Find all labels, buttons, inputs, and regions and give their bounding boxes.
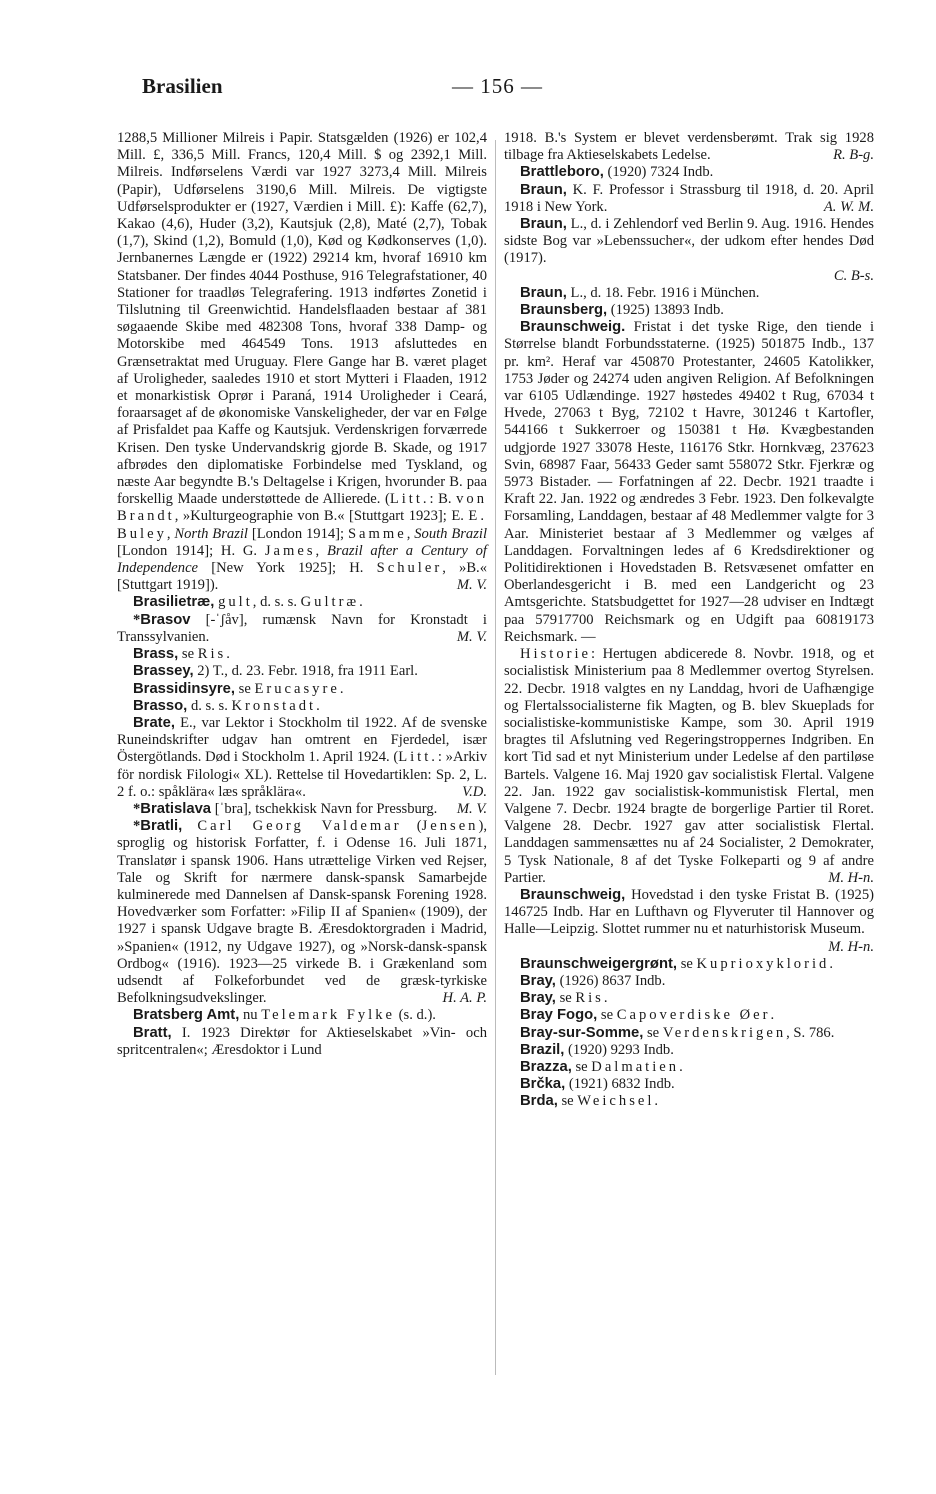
entry-brattleboro [504,164,874,181]
text-run: . [339,680,344,697]
entry-brass [117,646,487,663]
entry-brate [117,715,487,801]
text-run: Schuler [376,560,443,577]
entry-bratli [117,818,487,1007]
right-column [504,130,874,1111]
text-run: 2) T., d. 23. Febr. 1918, fra 1911 Earl. [193,663,418,680]
text-run: gult [218,594,253,611]
headword: Braunschweig, [520,886,626,903]
headword: Bray, [520,972,556,989]
author-signature: R. B-g. [833,147,874,164]
headword: Bratislava [140,800,212,817]
text-run: se [235,680,255,697]
entry-brda [504,1093,874,1110]
headword: Braunschweigergrønt, [520,955,678,972]
text-run: James [264,542,316,559]
text-run: , »Kulturgeographie von B.« [Stuttgart 1923]; E. [174,508,469,525]
headword: Brattleboro, [520,164,604,181]
headword: Brasov [140,611,191,628]
headword: Brass, [133,646,179,663]
text-run: Kuprioxyklorid [696,955,830,972]
headword: Bray-sur-Somme, [520,1024,644,1041]
entry-braun-kf [504,182,874,216]
star-marker: * [133,818,141,835]
text-run: nu [239,1007,262,1024]
text-run: (1921) 6832 Indb. [565,1076,675,1093]
author-signature: C. B-s. [833,267,874,284]
text-run: . [316,697,320,714]
text-run: E. Buley [117,508,487,542]
text-run: se [597,1007,617,1024]
text-run: Erucasyre [254,680,340,697]
text-run: . [359,594,363,611]
headword: Bratsberg Amt, [133,1007,240,1024]
text-run: [New York 1925]; H. [198,560,377,577]
text-run: se [178,646,198,663]
author-signature: M. V. [456,800,487,817]
headword: Brazil, [520,1041,565,1058]
text-run: , [315,542,327,559]
text-run: Gultræ [300,594,360,611]
entry-brasilien-continued [117,130,487,594]
headword: Bratt, [133,1024,172,1041]
star-marker: * [133,611,141,628]
text-run: North Brazil [174,525,248,542]
author-signature: H. A. P. [442,990,487,1007]
text-run: 1288,5 Millioner Milreis i Papir. Statsgælden (1926) er 102,4 Mill. £, 336,5 Mill. Francs, 120,4 Mill. $ og 2392,1 Mill. Milreis. Indførselens Værdi var 1927 3273,4 Mill. Milreis (Papir), Udførselens 3190,6 Mill. Milreis. De vigtigste Udførselsprodukter er (1927, Værdien i Mill. £): Kaffe (62,7), Kakao (4,6), Huder (3,2), Kautsjuk (2,8), Maté (2,7), Tobak (1,7), Skind (1,2), Bomuld (1,0), Kød og Kødkonserves (1,0). Jernbanernes Længde er (1922) 29214 km, hvoraf 16910 km Statsbaner. Der findes 4044 Posthuse, 916 Telegrafstationer, 40 Stationer for traadløs Telegrafering. 1913 indførtes Zonetid i Tilslutning til Greenwichtid. Handelsflaaden bestaar af 381 søgaaende Skibe med 482308 Tons, hvoraf 338 Damp- og Motorskibe med 464549 Tons. 1913 afsluttedes en Grænsetraktat med Uruguay. Flere Gange har B. været plaget af Uroligheder, saaledes 1910 et stort Mytteri i Flaaden, 1912 et monarkistisk Oprør i Paraná, 1914 Uroligheder i Ceará, foraarsaget af de økonomiske Vanskeligheder, der var en Følge af Prisfaldet paa Kaffe og Kautsjuk. Verdenskrigen forværrede Krisen. Den tyske Undervandskrig gjorde B. Skade, og 1917 afbrødes den diplomatiske Forbindelse med Tyskland, og næste Aar begyndte B.'s Deltagelse i Krigen, hvorunder B. paa forskellig Maade understøttede de Allierede. ( [117,130,487,508]
text-run: : B. [429,491,457,508]
entry-braunschweig-state [504,319,874,646]
text-run: Carl Georg Valdemar [197,818,402,835]
text-run: [London 1914]; H. G. [117,542,265,559]
text-run: von Brandt [117,491,487,525]
headword: Brassidinsyre, [133,680,235,697]
entry-brcka [504,1076,874,1093]
text-run: , [406,525,415,542]
headword: Bray Fogo, [520,1007,598,1024]
text-run: , S. 786. [786,1024,835,1041]
entry-brassidinsyre [117,681,487,698]
text-run: , d. s. s. [252,594,301,611]
text-run: se [677,955,697,972]
entry-bray-fogo [504,1007,874,1024]
headword: Braun, [520,216,567,233]
text-run: . [226,646,230,663]
entry-brasov [117,612,487,646]
author-signature: M. V. [456,577,487,594]
headword: Brčka, [520,1076,566,1093]
headword: Brasilietræ, [133,594,215,611]
column-divider [495,140,496,1375]
entry-bray-2 [504,990,874,1007]
headword: Bratli, [140,818,183,835]
entry-bray-1 [504,973,874,990]
entry-brazil [504,1042,874,1059]
text-run: (s. d.). [395,1007,436,1024]
text-run: [ˈbra], tschekkisk Navn for Pressburg. [211,800,438,817]
text-run: . [770,1007,775,1024]
text-run: se [557,1093,578,1110]
entry-brasilietrae [117,594,487,611]
text-run: Fristat i det tyske Rige, den tiende i Størrelse blandt Forbundsstaterne. (1925) 501875 Indb., 137 pr. km². Heraf var 450870 Protestanter, 24605 Katolikker, 1753 Jøder og 24274 uden angiven Religion. Af Befolkningen var 6105 Udlændinge. 1927 høstedes 49402 t Rug, 67034 t Hvede, 27063 t Byg, 72102 t Havre, 301246 t Kartofler, 544166 t Sukkerroer og 150381 t Hø. Kvægbestanden udgjorde 1927 33078 Heste, 116176 Stkr. Hornkvæg, 237623 Svin, 68987 Faar, 56433 Geder samt 558072 Stkr. Fjerkræ og 5973 Bistader. — Forfatningen af 22. Decbr. 1921 traadte i Kraft 22. Jan. 1922 og ændredes 3 Febr. 1923. Den folkevalgte Forsamling, Landdagen, bestaar af 48 Medlemmer valgte for 3 Aar. Ministeriet bestaar af 3 Medlemmer og vælges af Landdagen. Forvaltningen ledes af 6 Kredsdirektioner og Politidirektionen i Hovedstaden B. Retsvæsenet omfatter en Oberlandesgericht i B. med een Landgericht og 23 Amtsgerichte. Statsbudgettet for 1927—28 udviser en Indtægt paa 57917700 Reichsmark og en Udgift paa 60819173 Reichsmark. — [504,319,874,645]
headword: Braunsberg, [520,302,608,319]
text-run: Ris [575,990,604,1007]
running-head-title: Brasilien [142,74,223,98]
text-run: (1920) 9293 Indb. [564,1041,674,1058]
text-run: 1918. B.'s System er blevet verdensberømt. Trak sig 1928 tilbage fra Aktieselskabets Ledelse. [504,130,874,164]
page-number: — 156 — [452,74,543,98]
text-run: (1925) 13893 Indb. [607,302,724,319]
entry-bratsberg-amt [117,1007,487,1024]
text-run: K. F. Professor i Strassburg til 1918, d. 20. April 1918 i New York. [504,181,874,215]
text-run: L., d. 18. Febr. 1916 i München. [566,284,760,301]
headword: Bray, [520,990,556,1007]
text-run: . [829,955,833,972]
text-run: Kronstadt [231,697,317,714]
headword: Brasso, [133,697,188,714]
entry-braun-l-2 [504,285,874,302]
headword: Braunschweig. [520,319,626,336]
author-signature: M. H-n. [828,938,874,955]
entry-bray-sur-somme [504,1025,874,1042]
text-run: : Hertugen abdicerede 8. Novbr. 1918, og et socialistisk Ministerium paa 8 Medlemmer overtog Styrelsen. 22. Decbr. 1918 valgtes en ny Landdag, hvori de Uafhængige og Flertalssocialisterne fik Magten, og B. blev Skueplads for socialistiske-kommunistiske Kampe, som 30. April 1919 bragtes til Afslutning ved Regeringstroppernes Indgriben. En kort Tid sad et nyt Ministerium under Ledelse af den partiløse Bartels. Valgene 16. Maj 1920 gav socialistisk Flertal. Valgene 22. Jan. 1922 gav socialistisk-kommunistisk Flertal, men Valgene 7. Decbr. 1924 bragte de borgerlige Partier til Roret. Valgene 28. Decbr. 1927 gav atter socialistisk Flertal. Landdagen sammensættes nu af 24 Socialister, 2 Demokrater, 5 Tysk Nationale, 8 af det Tyske Folkeparti og 9 af andre Partier. [504,646,874,886]
text-run: South Brazil [414,525,488,542]
text-run: se [571,1058,592,1075]
text-run: . [679,1058,683,1075]
text-run: (1926) 8637 Indb. [555,972,666,989]
text-run: Ris [197,646,227,663]
headword: Braun, [520,284,567,301]
entry-braunsberg [504,302,874,319]
entry-bratt-continued [504,130,874,164]
author-signature: M. V. [456,628,487,645]
author-signature: V.D. [462,783,487,800]
text-run: se [555,990,576,1007]
text-run: Capoverdiske Øer [616,1007,771,1024]
entry-braun-l-1 [504,216,874,285]
entry-brasso [117,698,487,715]
text-run: Weichsel [577,1093,655,1110]
text-run: , [166,525,175,542]
entry-braunschweig-city [504,887,874,956]
entry-braunschweig-history [504,646,874,887]
text-run: Verdenskrigen [662,1024,787,1041]
text-run: Samme [347,525,407,542]
text-run: L., d. i Zehlendorf ved Berlin 9. Aug. 1916. Hendes sidste Bog var »Lebenssucher«, der udkom efter hendes Død (1917). [504,216,874,267]
text-run: Litt. [389,491,430,508]
text-run: . [603,990,608,1007]
text-run: (1920) 7324 Indb. [603,164,714,181]
entry-brazza [504,1059,874,1076]
headword: Brazza, [520,1058,572,1075]
author-signature: A. W. M. [823,198,874,215]
text-run: [London 1914]; [248,525,348,542]
text-run: ), sproglig og historisk Forfatter, f. i Odense 16. Juli 1871, Translatør i spansk 1906. Hans utrættelige Virken ved Rejser, Tale og Skrift for nærmere dansk-spansk Samarbejde kulminerede med Dannelsen af Dansk-spansk Forening 1928. Hovedværker som Forfatter: »Filip II af Spanien« (1909), der 1927 i spansk Udgave bragte B. Æresdoktorgraden i Madrid, »Spanien« (1912, ny Udgave 1927), og »Norsk-dansk-spansk Ordbog« (1916). 1923—25 virkede B. i Grækenland som udsendt af Folkeforbundet ved de græsk-tyrkiske Befolkningsudvekslinger. [117,818,487,1007]
text-run: Historie [520,646,592,663]
text-run: : »Arkiv för nordisk Filologi« XL). Rettelse til Hovedartiklen: Sp. 2, L. 2 f. o.: spåklära« læs språklära«. [117,749,487,800]
text-run: [-ˈʃåv], rumænsk Navn for Kronstadt i Transsylvanien. [117,611,487,645]
text-run: d. s. s. [187,697,232,714]
left-column [117,130,487,1059]
text-run: se [643,1024,663,1041]
entry-bratislava [117,801,487,818]
text-run: E., var Lektor i Stockholm til 1922. Af de svenske Runeindskrifter udgav han omtrent en Fjerdedel, især Östergötlands. Død i Stockholm 1. April 1924. ( [117,714,487,766]
text-run: Brazil after a Century of Independence [117,542,487,577]
text-run: ( [401,818,422,835]
text-run: . [654,1093,659,1110]
text-run: Litt. [398,749,438,766]
headword: Brassey, [133,663,194,680]
text-run: I. 1923 Direktør for Aktieselskabet »Vin- och spritcentralen«; Æresdoktor i Lund [117,1024,487,1058]
text-run: Dalmatien [591,1058,680,1075]
text-run: Jensen [421,818,479,835]
entry-braunschweigergront [504,956,874,973]
headword: Brate, [133,714,175,731]
text-run: , »B.« [Stuttgart 1919]). [117,560,488,594]
headword: Brda, [520,1093,558,1110]
entry-brassey [117,663,487,680]
text-run: Hovedstad i den tyske Fristat B. (1925) 146725 Indb. Har en Lufthavn og Flyveruter til Hannover og Halle—Leipzig. Slottet rummer nu et naturhistorisk Museum. [504,886,874,938]
text-run: Telemark Fylke [261,1007,396,1024]
entry-bratt [117,1025,487,1059]
page-header [142,72,850,112]
headword: Braun, [520,181,567,198]
star-marker: * [133,800,141,817]
author-signature: M. H-n. [828,869,874,886]
